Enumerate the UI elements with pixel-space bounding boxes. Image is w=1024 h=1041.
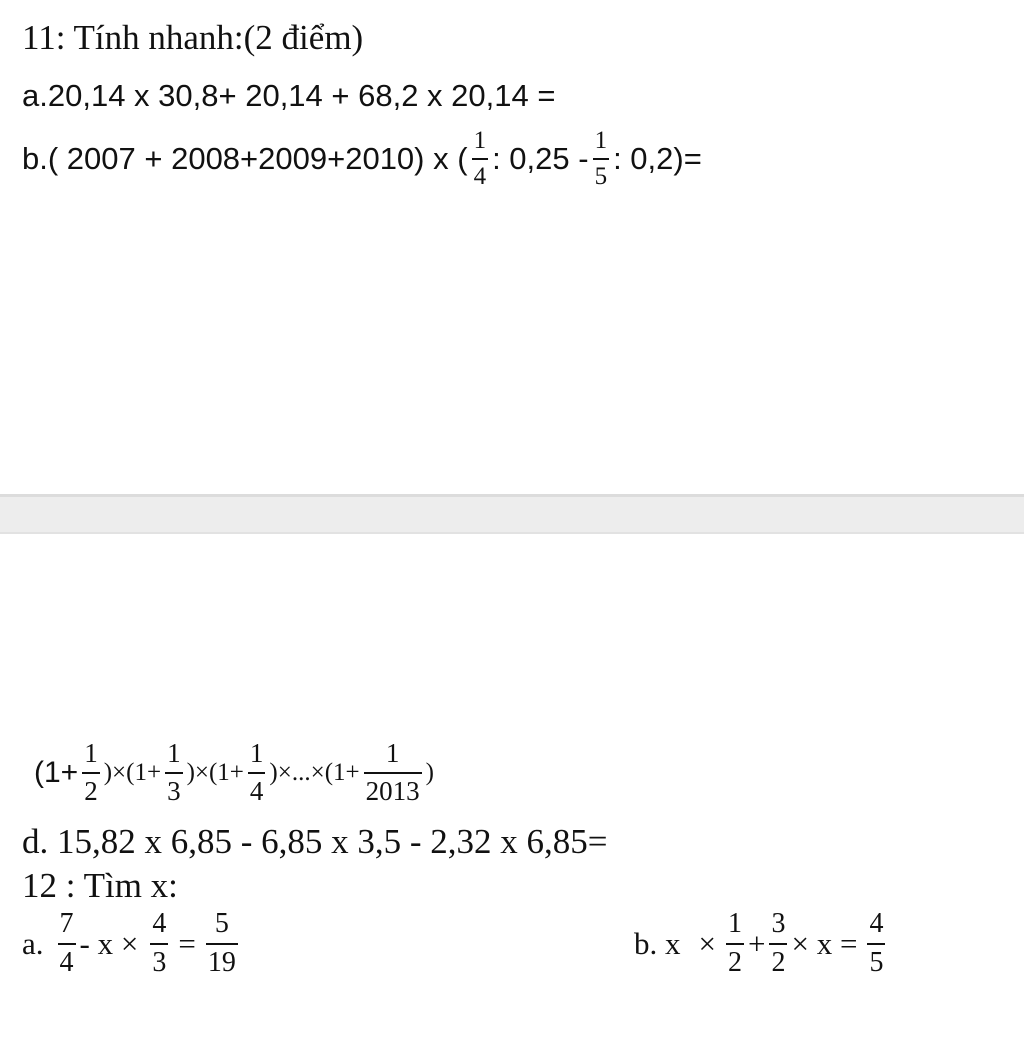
fraction-bar (364, 772, 422, 774)
fraction-one-quarter (472, 128, 489, 189)
fraction-five-nineteenths (206, 910, 238, 977)
denominator: 19 (207, 947, 236, 978)
fraction-bar (472, 158, 489, 160)
numerator: 1 (167, 738, 181, 768)
numerator: 4 (152, 908, 167, 939)
fraction-seven-quarters (58, 910, 76, 977)
fraction-three-halves (769, 910, 787, 977)
problem-11a-text: a.20,14 x 30,8+ 20,14 + 68,2 x 20,14 = (22, 78, 556, 113)
numerator: 1 (727, 908, 742, 939)
problem-12a (22, 910, 242, 977)
problem-11b-suffix: : 0,2)= (613, 140, 702, 176)
denominator: 2013 (365, 776, 420, 806)
problem-12b-term2: × x = (791, 925, 858, 961)
fraction-bar (165, 772, 183, 774)
problem-11c-close: ) (425, 758, 434, 786)
denominator: 4 (59, 947, 74, 978)
fraction-bar (593, 158, 610, 160)
fraction-one-fifth (593, 128, 610, 189)
question-11-title-text: 11: Tính nhanh:(2 điểm) (22, 18, 364, 57)
numerator: 4 (869, 908, 884, 939)
denominator: 3 (152, 947, 167, 978)
question-12-title (22, 866, 178, 906)
numerator: 7 (59, 908, 74, 939)
problem-11d-text: d. 15,82 x 6,85 - 6,85 x 3,5 - 2,32 x 6,85= (22, 822, 608, 861)
numerator: 1 (594, 127, 608, 154)
equals-sign: = (178, 925, 196, 961)
times-sign: × (698, 925, 716, 961)
problem-12a-term1: - x × (79, 925, 139, 961)
denominator: 5 (594, 163, 608, 190)
problem-11d (22, 822, 608, 862)
problem-11c-open: (1+ (34, 755, 79, 789)
denominator: 4 (473, 163, 487, 190)
numerator: 5 (214, 908, 229, 939)
fraction-bar (248, 772, 266, 774)
numerator: 3 (771, 908, 786, 939)
problem-12a-label: a. (22, 925, 44, 961)
fraction-one-third (165, 740, 183, 805)
denominator: 2 (84, 776, 98, 806)
fraction-bar (206, 943, 238, 945)
problem-11c-term1: )×(1+ (103, 758, 162, 786)
fraction-bar (769, 943, 787, 945)
problem-11b-mid: : 0,25 - (492, 140, 589, 176)
denominator: 2 (771, 947, 786, 978)
denominator: 3 (167, 776, 181, 806)
fraction-one-quarter-c (248, 740, 266, 805)
fraction-four-fifths (867, 910, 885, 977)
fraction-one-over-2013 (364, 740, 422, 805)
fraction-bar (867, 943, 885, 945)
problem-11a (22, 78, 555, 114)
denominator: 2 (727, 947, 742, 978)
numerator: 1 (249, 738, 264, 768)
problem-12b-label: b. x (634, 925, 681, 961)
fraction-bar (150, 943, 168, 945)
question-12-title-text: 12 : Tìm x: (22, 866, 178, 905)
problem-11c (34, 740, 434, 805)
numerator: 1 (84, 738, 98, 768)
numerator: 1 (385, 738, 400, 768)
problem-11c-term3: )×...×(1+ (269, 758, 360, 786)
fraction-bar (82, 772, 100, 774)
fraction-bar (58, 943, 76, 945)
problem-11b-prefix: b.( 2007 + 2008+2009+2010) x ( (22, 140, 468, 176)
fraction-four-thirds (150, 910, 168, 977)
numerator: 1 (473, 127, 487, 154)
problem-11b (22, 128, 702, 189)
fraction-bar (726, 943, 744, 945)
problem-11c-term2: )×(1+ (186, 758, 244, 786)
denominator: 4 (249, 776, 264, 806)
question-11-title (22, 18, 363, 58)
document-page-1 (0, 0, 1024, 494)
fraction-one-half (82, 740, 100, 805)
problem-12b (634, 910, 889, 977)
fraction-one-half-b (726, 910, 744, 977)
denominator: 5 (869, 947, 884, 978)
plus-sign: + (747, 925, 766, 961)
page-separator (0, 494, 1024, 534)
